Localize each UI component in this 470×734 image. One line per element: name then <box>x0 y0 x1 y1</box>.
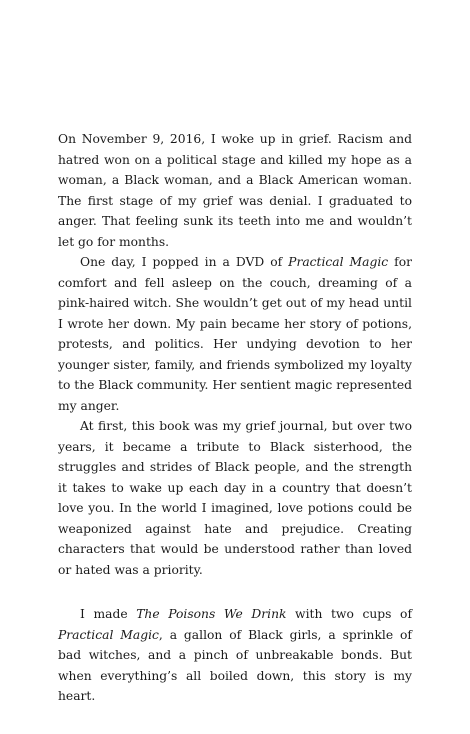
paragraph-4-text-c: , a gallon of Black girls, a sprinkle of bad witches, and a pinch of unbreakable bonds. But when everything’s all boiled down, this story is my heart. <box>58 627 412 703</box>
book-title-poisons-we-drink: The Poisons We Drink <box>136 607 287 621</box>
paragraph-2-text-b: for comfort and fell asleep on the couch, dreaming of a pink-haired witch. She wouldn’t get out of my head until I wrote her down. My pain became her story of potions, protests, and politics. Her undying devotion to her younger sister, family, and friends symbolized my loyalty to the Black community. Her sentient magic represented my anger. <box>58 255 412 413</box>
paragraph-3 <box>58 416 412 580</box>
closing-text-block <box>58 604 412 707</box>
book-title-practical-magic-2: Practical Magic <box>58 627 159 642</box>
paragraph-1-text: On November 9, 2016, I woke up in grief. Racism and hatred won on a political stage and killed my hope as a woman, a Black woman, and a Black American woman. The first stage of my grief was denial. I graduated to anger. That feeling sunk its teeth into me and wouldn’t let go for months. <box>58 132 412 249</box>
paragraph-4 <box>58 604 412 707</box>
paragraph-4-text-b: with two cups of <box>286 607 413 621</box>
paragraph-4-text-a: I made <box>80 607 137 621</box>
paragraph-2 <box>58 252 412 416</box>
main-text-block <box>58 129 412 580</box>
paragraph-1 <box>58 129 412 252</box>
book-title-practical-magic: Practical Magic <box>288 255 389 269</box>
paragraph-2-text-a: One day, I popped in a DVD of <box>80 255 289 269</box>
paragraph-3-text: At first, this book was my grief journal, but over two years, it became a tribute to Black sisterhood, the struggles and strides of Black people, and the strength it takes to wake up each day in a country that doesn’t love you. In the world I imagined, love potions could be weaponized against hate and prejudice. Creating characters that would be understood rather than loved or hated was a priority. <box>58 419 412 577</box>
